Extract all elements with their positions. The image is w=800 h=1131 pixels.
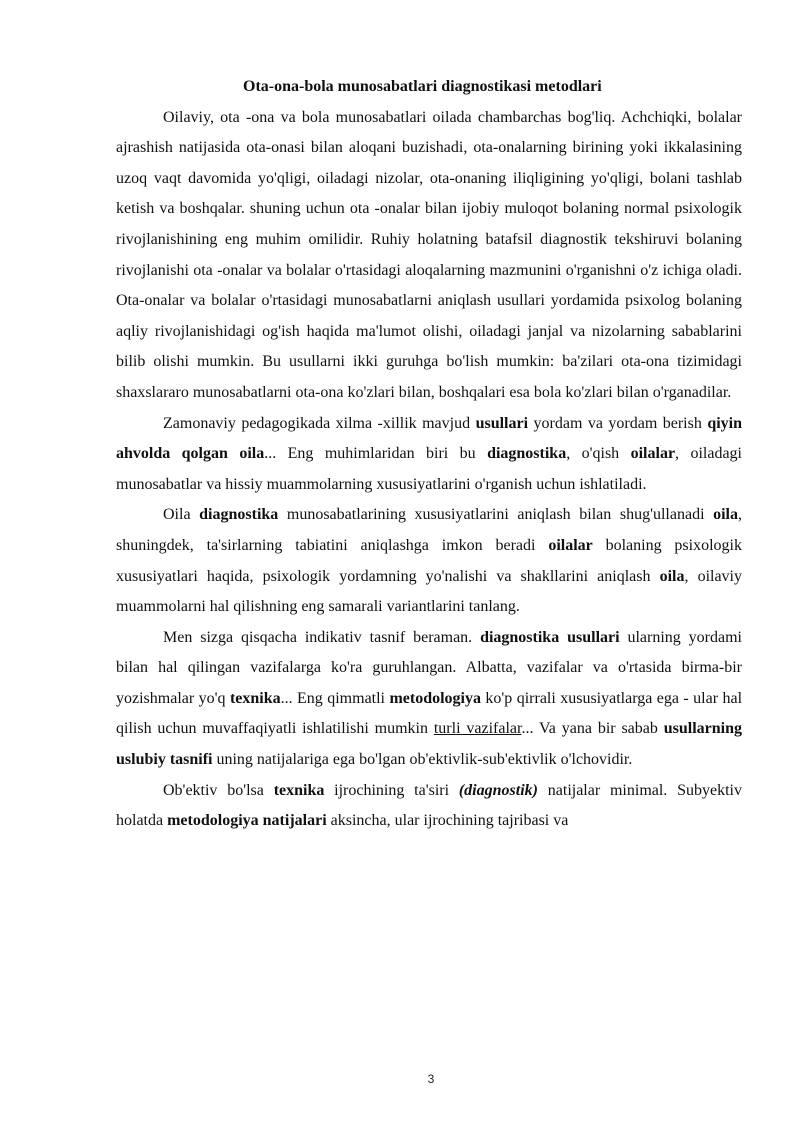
paragraph — [116, 103, 742, 409]
text-run: uning natijalariga ega bo'lgan ob'ektivlik-sub'ektivlik o'lchovidir. — [212, 751, 633, 769]
paragraph — [116, 776, 742, 837]
emphasized-text: usullari — [475, 414, 529, 432]
paragraph — [116, 409, 742, 501]
text-run: Oila — [163, 506, 200, 524]
emphasized-text: qiyin ahvolda qolgan oila — [116, 414, 743, 463]
text-run: ularning yordami bilan hal qilingan vazifalarga ko'ra guruhlangan. Albatta, vazifalar va o'rtasida birma-bir yozishmalar yo'q — [116, 628, 742, 707]
emphasized-text: diagnostika — [199, 506, 279, 524]
text-run: , o'qish — [566, 445, 631, 463]
text-run: aksincha, ular ijrochining tajribasi va — [326, 812, 569, 830]
emphasized-text: (diagnostik) — [458, 781, 538, 799]
text-run: bolaning psixologik xususiyatlari haqida, psixologik yordamning yo'nalishi va shakllarini aniqlash — [116, 536, 742, 585]
emphasized-text: turli vazifalar — [433, 720, 522, 738]
emphasized-text: oila — [659, 567, 685, 585]
text-run: ... Eng qimmatli — [280, 689, 390, 707]
body-text — [116, 103, 742, 837]
emphasized-text: texnika — [273, 781, 325, 799]
emphasized-text: usullarning uslubiy tasnifi — [116, 720, 743, 769]
text-run: yordam va yordam berish — [528, 414, 708, 432]
emphasized-text: oilalar — [630, 445, 676, 463]
text-run: Ob'ektiv bo'lsa — [163, 781, 274, 799]
text-run: Zamonaviy pedagogikada xilma -xillik mavjud — [163, 414, 476, 432]
text-run: Oilaviy, ota -ona va bola munosabatlari oilada chambarchas bog'liq. Achchiqki, bolalar ajrashish natijasida ota-onasi bilan aloqani buzishadi, ota-onalarning birining yoki ikkalasining uzoq vaqt davomida yo'qligi, oiladagi nizolar, ota-onaning iliqligining yo'qligi, bolani tashlab ketish va boshqalar. shuning uchun ota -onalar bilan ijobiy muloqot bolaning normal psixologik rivojlanishining eng muhim omilidir. Ruhiy holatning batafsil diagnostik tekshiruvi bolaning rivojlanishi ota -onalar va bolalar o'rtasidagi aloqalarning mazmunini o'rganishni o'z ichiga oladi. Ota-onalar va bolalar o'rtasidagi munosabatlarni aniqlash usullari yordamida psixolog bolaning aqliy rivojlanishidagi og'ish haqida ma'lumot olishi, oiladagi janjal va nizolarning sabablarini bilib olishi mumkin. Bu usullarni ikki guruhga bo'lish mumkin: ba'zilari ota-ona tizimidagi shaxslararo munosabatlarni ota-ona ko'zlari bilan, boshqalari esa bola ko'zlari bilan o'rganadilar. — [116, 108, 742, 401]
paragraph — [116, 623, 742, 776]
page-number: 3 — [427, 1072, 435, 1086]
text-run: ko'p qirrali xususiyatlarga ega - ular hal qilish uchun muvaffaqiyatli ishlatilishi mumkin — [116, 689, 743, 738]
emphasized-text: metodologiya natijalari — [167, 812, 327, 830]
emphasized-text: diagnostika usullari — [480, 628, 620, 646]
text-run: natijalar minimal. Subyektiv holatda — [116, 781, 742, 830]
text-run: ijrochining ta'siri — [324, 781, 459, 799]
paragraph — [116, 500, 742, 622]
text-run: ... Va yana bir sabab — [521, 720, 664, 738]
emphasized-text: texnika — [229, 689, 281, 707]
emphasized-text: diagnostika — [487, 445, 567, 463]
page-title: Ota-ona-bola munosabatlari diagnostikasi metodlari — [243, 78, 602, 95]
emphasized-text: oilalar — [548, 536, 593, 554]
page-content — [116, 72, 742, 837]
text-run: ... Eng muhimlaridan biri bu — [264, 445, 488, 463]
text-run: , shuningdek, ta'sirlarning tabiatini aniqlashga imkon beradi — [116, 506, 742, 554]
emphasized-text: oila — [713, 506, 738, 524]
text-run: , oiladagi munosabatlar va hissiy muammolarning xususiyatlarini o'rganish uchun ishlatiladi. — [116, 445, 743, 493]
emphasized-text: metodologiya — [389, 689, 481, 707]
text-run: , oilaviy muammolarni hal qilishning eng samarali variantlarini tanlang. — [116, 567, 743, 616]
text-run: Men sizga qisqacha indikativ tasnif beraman. — [163, 628, 481, 646]
text-run: munosabatlarining xususiyatlarini aniqlash bilan shug'ullanadi — [278, 506, 714, 524]
